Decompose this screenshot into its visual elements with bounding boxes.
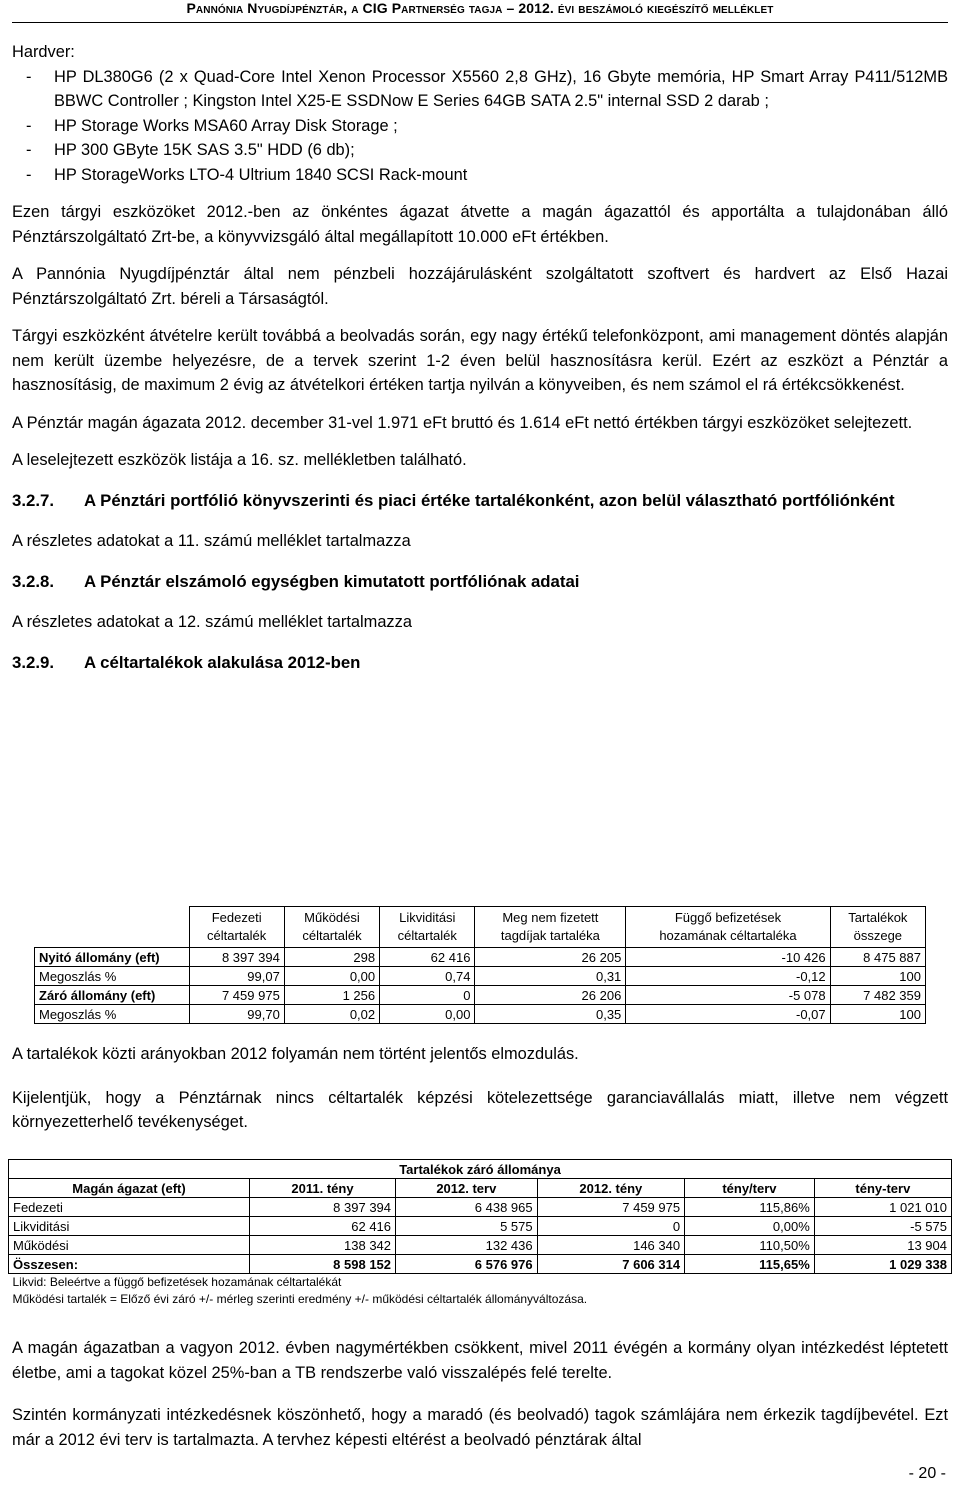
section-number: 3.2.9.: [12, 652, 54, 672]
table-cell: 7 482 359: [830, 986, 925, 1005]
table-header: 2011. tény: [250, 1179, 396, 1198]
table-cell: 115,65%: [685, 1255, 815, 1274]
table-cell: 1 256: [284, 986, 379, 1005]
table-cell: 7 459 975: [537, 1198, 684, 1217]
table-cell: -0,12: [626, 967, 830, 986]
table-cell: 8 475 887: [830, 948, 925, 967]
table-row: [35, 1005, 926, 1024]
table-cell: 62 416: [250, 1217, 396, 1236]
table-header: 2012. tény: [537, 1179, 684, 1198]
paragraph-telephone: Tárgyi eszközként átvételre került továbbá a beolvadás során, egy nagy értékű telefonközpont, ami management döntés alapján nem került üzembe helyezésre, de a tervek szerint 1-2 éven belül hasznosításra kerül. Ezért az eszközt a Pénztár a hasznosításig, de maximum 2 évig az átvételkori értéken tartja nyilván a könyveiben, és nem számol el rá értékcsökkenést.: [12, 327, 948, 394]
table-cell: 138 342: [250, 1236, 396, 1255]
table-cell: 298: [284, 948, 379, 967]
section-heading-327: [12, 489, 948, 514]
table-cell: 0,00: [380, 1005, 475, 1024]
table-cell: -5 575: [814, 1217, 951, 1236]
table-cell: 5 575: [396, 1217, 538, 1236]
section-title: A Pénztári portfólió könyvszerinti és piaci értéke tartalékonként, azon belül választható portfóliónként: [84, 490, 895, 510]
table-header: tény-terv: [814, 1179, 951, 1198]
table-header: Működési céltartalék: [284, 907, 379, 948]
hardware-item: - HP 300 GByte 15K SAS 3.5" HDD (6 db);: [12, 138, 948, 163]
table-header: Likviditási céltartalék: [380, 907, 475, 948]
section-number: 3.2.7.: [12, 490, 54, 510]
table-cell: 132 436: [396, 1236, 538, 1255]
paragraph-detail-12: A részletes adatokat a 12. számú melléklet tartalmazza: [12, 613, 412, 631]
paragraph-declaration: Kijelentjük, hogy a Pénztárnak nincs céltartalék képzési kötelezettsége garanciavállalás miatt, illetve nem végzett környezetterhelő tevékenységet.: [12, 1088, 948, 1131]
table-row: [35, 967, 926, 986]
table-cell: 26 205: [475, 948, 626, 967]
table-cell: 0,74: [380, 967, 475, 986]
closing-reserves-table: [8, 1159, 952, 1308]
table-cell: 146 340: [537, 1236, 684, 1255]
section-title: A céltartalékok alakulása 2012-ben: [84, 652, 361, 672]
paragraph-contributions: Szintén kormányzati intézkedésnek köszönhető, hogy a maradó (és beolvadó) tagok számlájára nem érkezik tagdíjbevétel. Ezt már a 2012 évi terv is tartalmazta. A tervhez képesti eltérést a beolvadó pénztárak által: [12, 1406, 948, 1449]
table-note: Likvid: Beleértve a függő befizetések hozamának céltartalékát: [9, 1274, 952, 1292]
table-cell: 8 598 152: [250, 1255, 396, 1274]
table-cell: 8 397 394: [250, 1198, 396, 1217]
table-note-row: [9, 1274, 952, 1292]
row-label: Likviditási: [9, 1217, 250, 1236]
table-cell: -5 078: [626, 986, 830, 1005]
section-heading-329: [12, 651, 948, 676]
header-rule: [12, 22, 948, 23]
row-label: Összesen:: [9, 1255, 250, 1274]
table-caption-row: [9, 1160, 952, 1179]
table-cell: 26 206: [475, 986, 626, 1005]
table-note: Működési tartalék = Előző évi záró +/- mérleg szerinti eredmény +/- működési céltartalék állományváltozása.: [12, 1292, 588, 1306]
table-header: Fedezeti céltartalék: [189, 907, 284, 948]
table-cell: 13 904: [814, 1236, 951, 1255]
table-cell: -0,07: [626, 1005, 830, 1024]
paragraph-detail-11: A részletes adatokat a 11. számú melléklet tartalmazza: [12, 532, 411, 550]
table-cell: 0,00%: [685, 1217, 815, 1236]
table-caption: Tartalékok záró állománya: [9, 1160, 952, 1179]
paragraph-apport: Ezen tárgyi eszközöket 2012.-ben az önkéntes ágazat átvette a magán ágazattól és apportálta a tulajdonában álló Pénztárszolgáltató Zrt-be, a könyvvizsgáló által megállapított 10.000 eFt értékben.: [12, 203, 948, 246]
page-header: Pannónia Nyugdíjpénztár, a CIG Partnerség tagja – 2012. évi beszámoló kiegészítő melléklet: [186, 0, 774, 16]
paragraph-assets: A magán ágazatban a vagyon 2012. évben nagymértékben csökkent, mivel 2011 évégén a kormány olyan intézkedést léptetett életbe, ami a tagokat közel 25%-ban a TB rendszerbe való visszalépés felé terelte.: [12, 1339, 948, 1382]
table-header: Meg nem fizetett tagdíjak tartaléka: [475, 907, 626, 948]
hardware-title: Hardver:: [12, 43, 75, 61]
table-header-row: [9, 1179, 952, 1198]
hardware-item: - HP DL380G6 (2 x Quad-Core Intel Xenon Processor X5560 2,8 GHz), 16 Gbyte memória, HP Smart Array P411/512MB BBWC Controller ; Kingston Intel X25-E SSDNow E Series 64GB SATA 2.5" internal SSD 2 darab ;: [12, 65, 948, 114]
table-row: [35, 986, 926, 1005]
row-label: Fedezeti: [9, 1198, 250, 1217]
table-header: Függő befizetések hozamának céltartaléka: [626, 907, 830, 948]
table-cell: 7 459 975: [189, 986, 284, 1005]
table-cell: 115,86%: [685, 1198, 815, 1217]
section-title: A Pénztár elszámoló egységben kimutatott portfóliónak adatai: [84, 571, 580, 591]
table-header: tény/terv: [685, 1179, 815, 1198]
table-row: [9, 1198, 952, 1217]
table-cell: 6 576 976: [396, 1255, 538, 1274]
row-label: Záró állomány (eft): [35, 986, 190, 1005]
table-row: [35, 948, 926, 967]
table-cell: 8 397 394: [189, 948, 284, 967]
table-row: [9, 1217, 952, 1236]
table-row: [9, 1255, 952, 1274]
hardware-list: [12, 65, 948, 188]
table-header: Magán ágazat (eft): [9, 1179, 250, 1198]
table-cell: 0: [537, 1217, 684, 1236]
table-cell: 100: [830, 967, 925, 986]
table-cell: 1 029 338: [814, 1255, 951, 1274]
table-note-row: [9, 1291, 952, 1308]
table-cell: 6 438 965: [396, 1198, 538, 1217]
table-cell: 100: [830, 1005, 925, 1024]
paragraph-ratio: A tartalékok közti arányokban 2012 folyamán nem történt jelentős elmozdulás.: [12, 1045, 579, 1063]
table-cell: 62 416: [380, 948, 475, 967]
table-cell: 0,02: [284, 1005, 379, 1024]
table-header: Tartalékok összege: [830, 907, 925, 948]
paragraph-scrap-list: A leselejtezett eszközök listája a 16. sz. mellékletben található.: [12, 451, 467, 469]
table-cell: 0,35: [475, 1005, 626, 1024]
hardware-item: - HP Storage Works MSA60 Array Disk Storage ;: [12, 114, 948, 139]
row-label: Megoszlás %: [35, 1005, 190, 1024]
closing-block: [12, 1336, 948, 1452]
hardware-item: - HP StorageWorks LTO-4 Ultrium 1840 SCSI Rack-mount: [12, 163, 948, 188]
table-corner: [35, 907, 190, 948]
section-number: 3.2.8.: [12, 571, 54, 591]
table-cell: 1 021 010: [814, 1198, 951, 1217]
paragraph-scrapping: A Pénztár magán ágazata 2012. december 31-vel 1.971 eFt bruttó és 1.614 eFt nettó értékben tárgyi eszközöket selejtezett.: [12, 413, 913, 432]
table-cell: 99,07: [189, 967, 284, 986]
table-cell: 0,31: [475, 967, 626, 986]
table-header-row: [35, 907, 926, 948]
section-heading-328: [12, 570, 948, 595]
row-label: Működési: [9, 1236, 250, 1255]
main-content: [12, 40, 948, 675]
provisions-table: [34, 906, 926, 1024]
table-header: 2012. terv: [396, 1179, 538, 1198]
table-cell: -10 426: [626, 948, 830, 967]
row-label: Megoszlás %: [35, 967, 190, 986]
paragraph-rental: A Pannónia Nyugdíjpénztár által nem pénzbeli hozzájárulásként szolgáltatott szoftvert és hardvert az Első Hazai Pénztárszolgáltató Zrt. béreli a Társaságtól.: [12, 265, 948, 308]
row-label: Nyitó állomány (eft): [35, 948, 190, 967]
table-cell: 7 606 314: [537, 1255, 684, 1274]
after-table1-block: [12, 1042, 948, 1135]
table-cell: 0,00: [284, 967, 379, 986]
page-number: - 20 -: [908, 1465, 946, 1482]
table-row: [9, 1236, 952, 1255]
table-cell: 99,70: [189, 1005, 284, 1024]
table-cell: 110,50%: [685, 1236, 815, 1255]
table-cell: 0: [380, 986, 475, 1005]
